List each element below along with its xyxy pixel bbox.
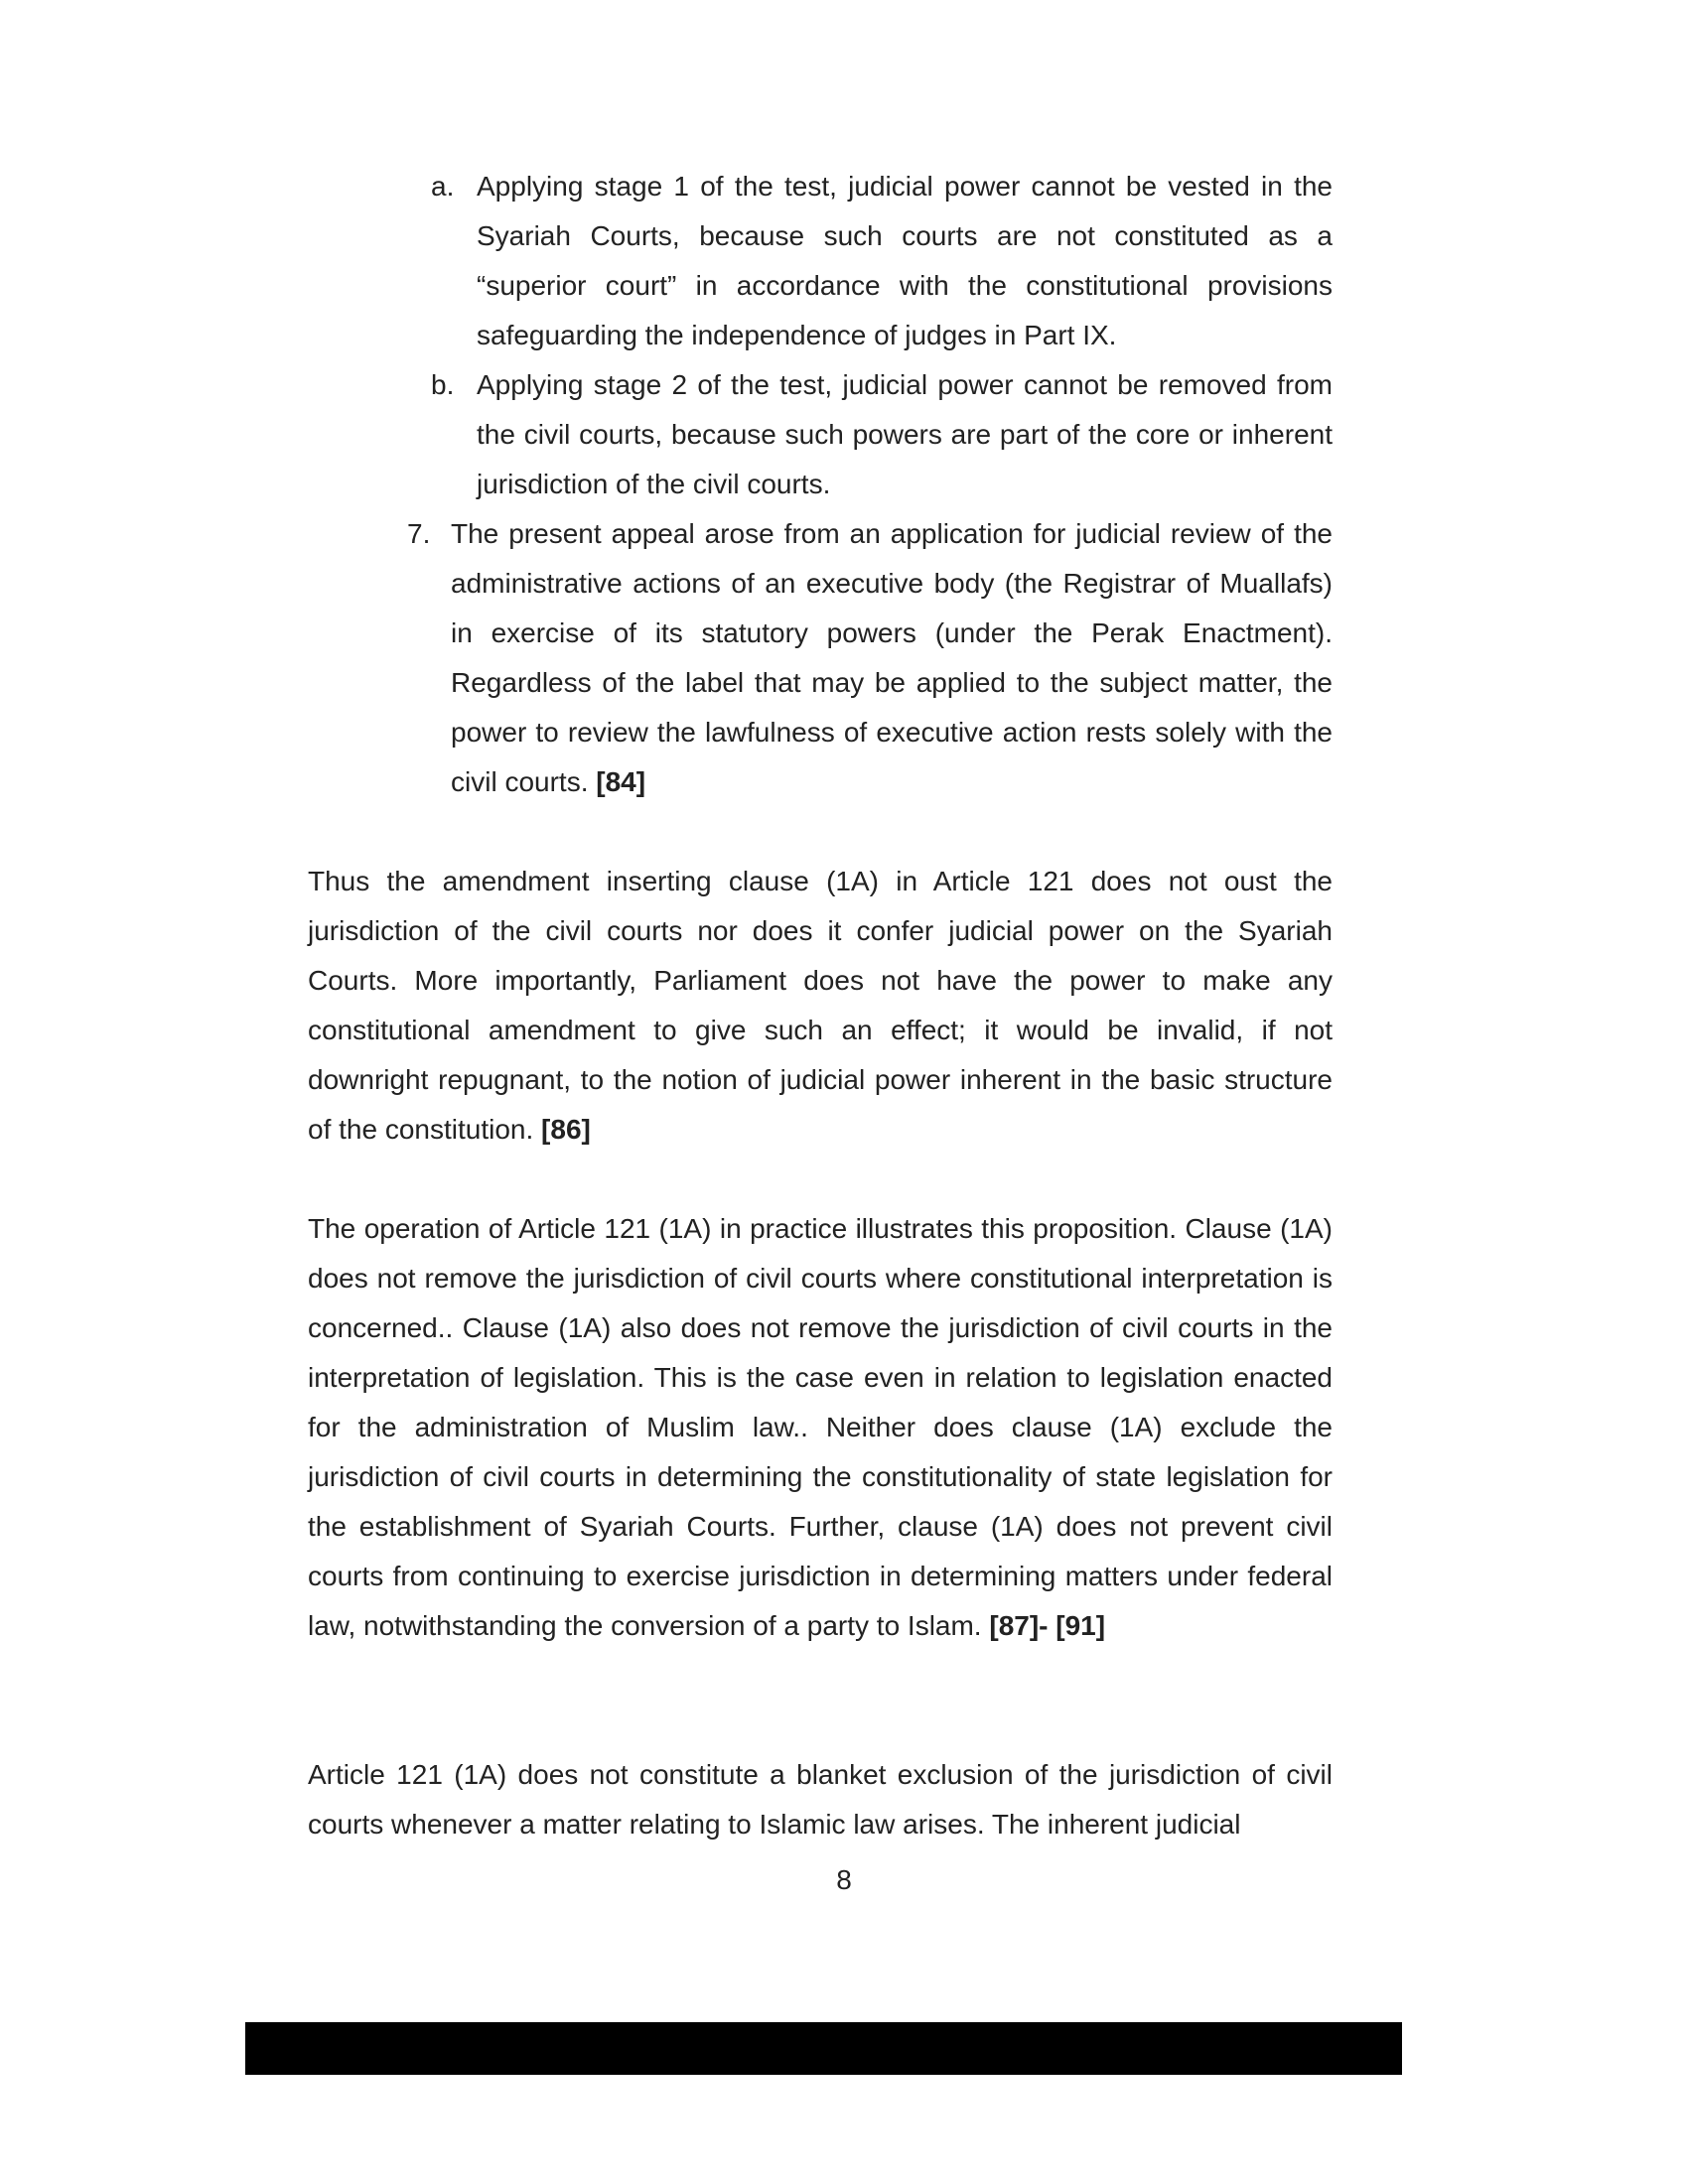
paragraph-text: Thus the amendment inserting clause (1A) in Article 121 does not oust the jurisdiction of the civil courts nor does it confer judicial power on the Syariah Courts. More importantly, Parliament does not have the power to make any constitutional amendment to give such an effect; it would be invalid, if not downright repugnant, to the notion of judicial power inherent in the basic structure of the constitution. — [308, 866, 1333, 1145]
body-paragraph-1 — [308, 857, 1333, 1155]
numbered-paragraph-7 — [407, 509, 1333, 807]
list-item-b — [431, 360, 1333, 509]
citation-ref: [86] — [541, 1114, 591, 1145]
page-number: 8 — [836, 1864, 852, 1895]
body-paragraph-3 — [308, 1750, 1333, 1849]
paragraph-text: The operation of Article 121 (1A) in practice illustrates this proposition. Clause (1A) does not remove the jurisdiction of civil courts where constitutional interpretation is concerned.. Clause (1A) also does not remove the jurisdiction of civil courts in the interpretation of legislation. This is the case even in relation to legislation enacted for the administration of Muslim law.. Neither does clause (1A) exclude the jurisdiction of civil courts in determining the constitutionality of state legislation for the establishment of Syariah Courts. Further, clause (1A) does not prevent civil courts from continuing to exercise jurisdiction in determining matters under federal law, notwithstanding the conversion of a party to Islam. — [308, 1213, 1333, 1641]
paragraph-text: The present appeal arose from an application for judicial review of the administrative actions of an executive body (the Registrar of Muallafs) in exercise of its statutory powers (under the Perak Enactment). Regardless of the label that may be applied to the subject matter, the power to review the lawfulness of executive action rests solely with the civil courts. — [451, 518, 1333, 797]
list-item-a — [431, 162, 1333, 360]
body-paragraph-2 — [308, 1204, 1333, 1651]
redaction-bar — [245, 2022, 1402, 2075]
list-marker: b. — [431, 369, 455, 400]
paragraph-number: 7. — [407, 518, 431, 549]
list-item-text: Applying stage 1 of the test, judicial power cannot be vested in the Syariah Courts, because such courts are not constituted as a “superior court” in accordance with the constitutional provisions safeguarding the independence of judges in Part IX. — [477, 171, 1333, 350]
citation-ref: [87]- [91] — [989, 1610, 1106, 1641]
paragraph-text: Article 121 (1A) does not constitute a blanket exclusion of the jurisdiction of civil courts whenever a matter relating to Islamic law arises. The inherent judicial — [308, 1759, 1333, 1840]
list-item-text: Applying stage 2 of the test, judicial power cannot be removed from the civil courts, because such powers are part of the core or inherent jurisdiction of the civil courts. — [477, 369, 1333, 499]
citation-ref: [84] — [596, 766, 646, 797]
list-marker: a. — [431, 171, 455, 202]
